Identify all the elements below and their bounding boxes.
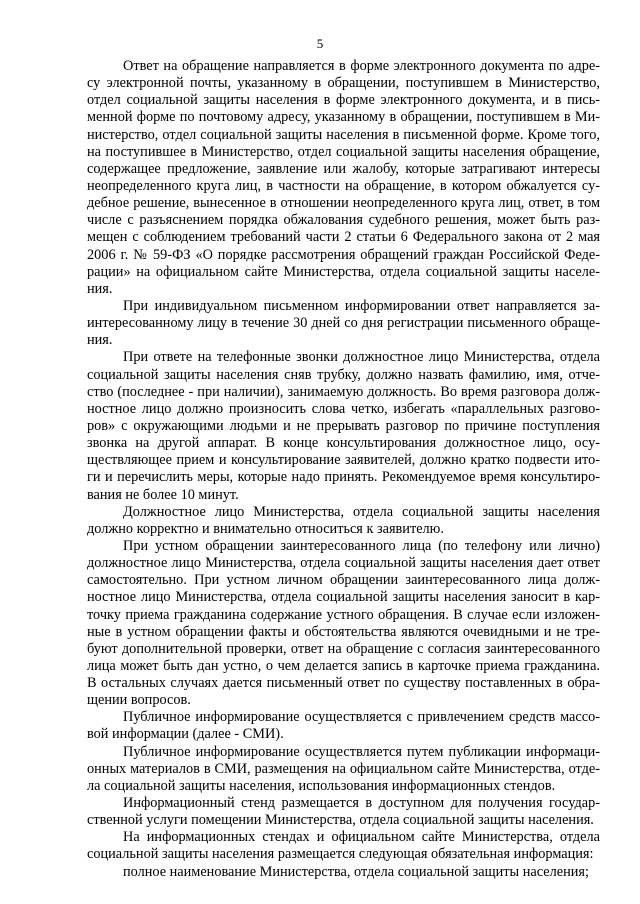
paragraph-oral-request xyxy=(87,538,600,709)
document-body xyxy=(87,58,600,881)
text-line: социальной защиты населения размещается следующая обязательная информация: xyxy=(87,846,594,863)
text-line: Ответ на обращение направляется в форме электронного документа по адре- xyxy=(123,58,600,74)
paragraph-info-stand xyxy=(87,795,600,829)
text-line: При устном обращении заинтересованного лица (по телефону или лично) xyxy=(123,537,600,554)
text-line: содержащее предложение, заявление или жалобу, которые затрагивают интересы xyxy=(87,160,600,177)
text-line: вой информации (далее - СМИ). xyxy=(87,726,284,743)
text-line: При ответе на телефонные звонки должностное лицо Министерства, отдела xyxy=(123,349,600,366)
text-line: ги и перечислить меры, которые надо принять. Рекомендуемое время консультиро- xyxy=(87,469,600,486)
page-number: 5 xyxy=(316,36,324,51)
text-line: ла социальной защиты населения, использования информационных стендов. xyxy=(87,777,556,794)
text-line: менной форме по почтовому адресу, указанному в обращении, поступившем в Ми- xyxy=(87,109,600,126)
text-line: Публичное информирование осуществляется с привлечением средств массо- xyxy=(123,709,600,726)
text-line: социальной защиты населения сняв трубку, должно назвать фамилию, имя, отче- xyxy=(87,366,600,383)
paragraph-public-info-media xyxy=(87,709,600,743)
text-line: Должностное лицо Министерства, отдела социальной защиты населения xyxy=(123,503,600,520)
text-line: ния. xyxy=(87,280,113,297)
text-line: ство (последнее - при наличии), занимаемую должность. Во время разговора долж- xyxy=(87,383,600,400)
text-line: звонка на другой аппарат. В конце консультирования должностное лицо, осу- xyxy=(87,435,600,452)
text-line: В остальных случаях дается письменный ответ по существу поставленных в обра- xyxy=(87,675,600,692)
text-line: точку приема гражданина содержание устного обращения. В случае если изложен- xyxy=(87,606,600,623)
paragraph-full-name-item xyxy=(87,864,600,881)
text-line: ществляющее прием и консультирование заявителей, должно кратко подвести ито- xyxy=(87,452,600,469)
text-line: Информационный стенд размещается в доступном для получения государ- xyxy=(123,795,600,812)
text-line: числе с разъяснением порядка обжалования судебного решения, может быть раз- xyxy=(87,212,600,229)
text-line: ственной услуги помещении Министерства, отдела социальной защиты населения. xyxy=(87,812,594,829)
paragraph-mandatory-info xyxy=(87,829,600,863)
paragraph-official-conduct xyxy=(87,504,600,538)
text-line: отдел социальной защиты населения в форме электронного документа, и в пись- xyxy=(87,92,600,109)
text-line: щении вопросов. xyxy=(87,692,191,709)
text-line: вания не более 10 минут. xyxy=(87,486,239,503)
text-line: дебное решение, вынесенное в отношении неопределенного круга лиц, ответ, в том xyxy=(87,195,600,212)
text-line: Публичное информирование осуществляется путем публикации информаци- xyxy=(123,743,600,760)
paragraph-response-form xyxy=(87,58,600,298)
text-line: При индивидуальном письменном информировании ответ направляется за- xyxy=(123,297,600,314)
text-line: должно корректно и внимательно относиться к заявителю. xyxy=(87,520,444,537)
text-line: интересованному лицу в течение 30 дней со дня регистрации письменного обраще- xyxy=(87,315,600,332)
text-line: онных материалов в СМИ, размещения на официальном сайте Министерства, отде- xyxy=(87,760,600,777)
text-line: ные в устном обращении факты и обстоятельства являются очевидными и не тре- xyxy=(87,623,600,640)
text-line: ностное лицо должно произносить слова четко, избегать «параллельных разгово- xyxy=(87,400,600,417)
paragraph-individual-written xyxy=(87,298,600,349)
text-line: должностное лицо Министерства, отдела социальной защиты населения дает ответ xyxy=(87,555,600,572)
paragraph-public-info-methods xyxy=(87,744,600,795)
text-line: самостоятельно. При устном личном обращении заинтересованного лица долж- xyxy=(87,572,600,589)
text-line: буют дополнительной проверки, ответ на обращение с согласия заинтересованного xyxy=(87,640,600,657)
text-line: 2006 г. № 59-ФЗ «О порядке рассмотрения обращений граждан Российской Феде- xyxy=(87,246,600,263)
text-line: На информационных стендах и официальном сайте Министерства, отдела xyxy=(123,829,600,846)
text-line: на поступившее в Министерство, отдел социальной защиты населения обращение, xyxy=(87,143,600,160)
text-line: полное наименование Министерства, отдела социальной защиты населения; xyxy=(123,863,589,880)
text-line: лица может быть дан устно, о чем делается запись в карточке приема гражданина. xyxy=(87,657,600,674)
text-line: нистерство, отдел социальной защиты населения в письменной форме. Кроме того, xyxy=(87,126,600,143)
text-line: ров» с окружающими людьми и не прерывать разговор по причине поступления xyxy=(87,417,600,434)
text-line: неопределенного круга лиц, в частности на обращение, в котором обжалуется су- xyxy=(87,177,600,194)
text-line: ния. xyxy=(87,332,113,349)
text-line: рации» на официальном сайте Министерства, отдела социальной защиты населе- xyxy=(87,263,600,280)
paragraph-phone-calls xyxy=(87,349,600,503)
text-line: су электронной почты, указанному в обращении, поступившем в Министерство, xyxy=(87,75,600,92)
text-line: ностное лицо Министерства, отдела социальной защиты населения заносит в кар- xyxy=(87,589,600,606)
text-line: мещен с соблюдением требований части 2 статьи 6 Федерального закона от 2 мая xyxy=(87,229,600,246)
